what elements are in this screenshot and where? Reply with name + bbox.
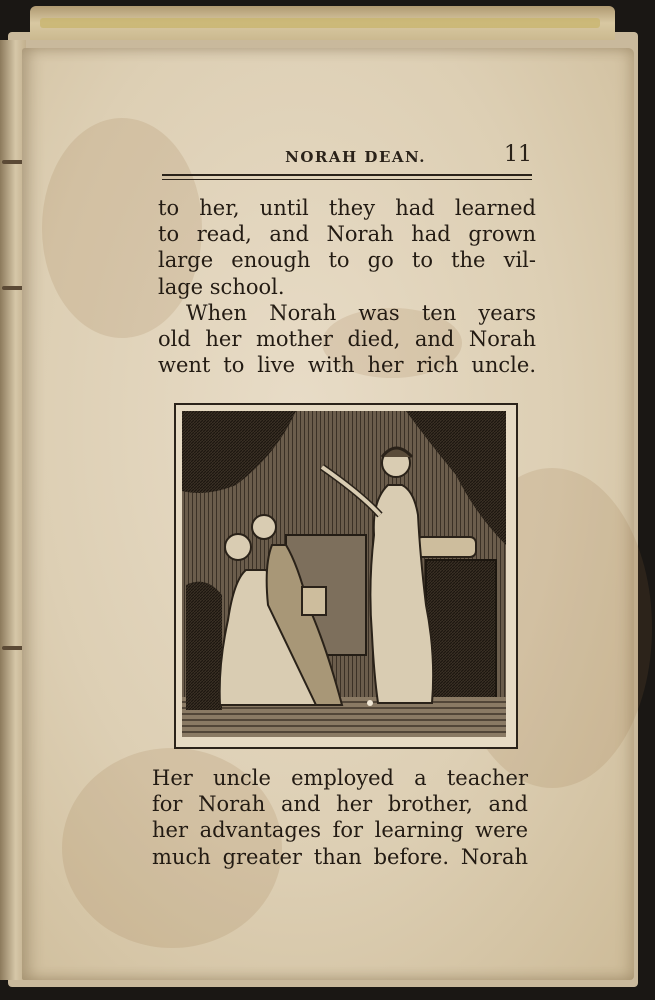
text-line: went to live with her rich uncle. xyxy=(158,353,536,378)
text-line: for Norah and her brother, and xyxy=(152,792,528,817)
running-title: NORAH DEAN. xyxy=(285,148,426,166)
text-line: Her uncle employed a teacher xyxy=(152,766,528,790)
text-line: old her mother died, and Norah xyxy=(158,327,536,352)
bottom-paragraph xyxy=(152,765,528,870)
text-line: When Norah was ten years xyxy=(186,300,536,325)
page-header xyxy=(162,140,534,170)
text-line: to read, and Norah had grown xyxy=(158,222,536,247)
text-line: large enough to go to the vil- xyxy=(158,248,536,273)
text-line: to her, until they had learned xyxy=(158,196,536,220)
woodcut-illustration xyxy=(174,403,518,749)
text-line: much greater than before. Norah xyxy=(152,844,528,869)
text-line: lage school. xyxy=(158,274,285,299)
woodcut-drawing xyxy=(176,405,512,743)
book-page xyxy=(22,48,634,980)
top-paragraph xyxy=(158,195,536,378)
header-rule xyxy=(162,179,532,180)
page-number: 11 xyxy=(504,142,532,167)
header-rule xyxy=(162,174,532,176)
text-line: her advantages for learning were xyxy=(152,818,528,843)
gilt-edge xyxy=(40,18,600,28)
